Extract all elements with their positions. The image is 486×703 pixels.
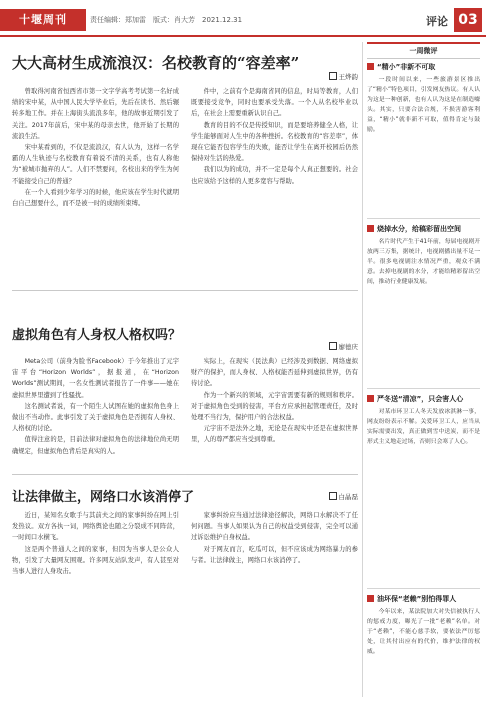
article-body	[12, 86, 358, 209]
review-item	[367, 594, 480, 657]
page-header	[0, 0, 486, 40]
article-column-2	[191, 86, 358, 209]
review-item-title	[367, 62, 480, 72]
sidebar-weekly-review	[367, 42, 480, 702]
paragraph: 件中，之前有个是海南省同的信息，时局等教育，人们既要接受竞争，同时也要承受失落。一个人从名校毕业以后，在社会上需要重新认识自己。	[191, 88, 358, 118]
red-square-icon	[367, 63, 374, 70]
paragraph: 教育的目的不仅是传授知识，而是要培养健全人格，让学生能够面对人生中的各种挫折。名校教育的“容差率”，体现在它能否包容学生的失败，能否让学生在离开校园后仍然保持对生活的热爱。	[191, 121, 358, 163]
paragraph: 曾取得河南省恒西省市第一文字学高考考试第一名好成绩的宋中某，从中国人民大学毕业后，先后在读书、然后辗转多地工作。并在上海街头流浪多年，他的故事近期引发了关注。2017年前后，宋中某的母亲去世，他开始了长期的流浪生活。	[12, 88, 179, 140]
paragraph: 作为一个新兴的领域，元宇宙需要有新的规则和秩序。对于虚拟角色受到的侵害，平台方应承担起管理责任，及时处理不当行为，保护用户的合法权益。	[191, 391, 358, 422]
red-square-icon	[367, 395, 374, 402]
article-separator	[12, 474, 358, 475]
article-title: 大大高材生成流浪汉：名校教育的“容差率”	[12, 54, 300, 72]
paragraph: 实际上，在现实（民法典）已经涉及到数据、网络虚拟财产的保护，而人身权、人格权能否延伸到虚拟世界，仍有待讨论。	[191, 358, 358, 388]
editor-meta: 责任编辑：郑加雷 版式：肖大芳 2021.12.31	[90, 16, 243, 24]
review-item-title	[367, 394, 480, 404]
sidebar-title: 一周微评	[367, 42, 480, 59]
review-item	[367, 224, 480, 287]
paragraph: Meta公司（前身为脸书Facebook）于今年推出了元宇宙平台“Horizon Worlds”，据报道，在“Horizon Worlds”测试期间，一名女性测试者报告了一件事——她在虚拟世界里遭到了性骚扰。	[12, 358, 179, 399]
masthead-logo: 十堰周刊	[0, 9, 86, 31]
review-item-text: 名片时代产生于41年前，每届电视剧开放两三万集，据统计，电视剧播出量不足一半。很多电视剧注水情况严重，观众不满意。去掉电视剧的水分，才能给精彩留出空间，推动行业健康发展。	[367, 239, 480, 286]
paragraph: 对于网友而言，吃瓜可以，但不应该成为网络暴力的参与者。让法律做主，网络口水该消停了。	[191, 545, 358, 564]
article-body	[12, 356, 358, 457]
article-title: 虚拟角色有人身权人格权吗？	[12, 328, 182, 343]
paragraph: 值得注意的是，目前法律对虚拟角色的法律地位尚无明确规定，但虚拟角色背后是真实的人。	[12, 436, 179, 455]
review-item-title-text: “精小”非新不可取	[377, 63, 436, 71]
review-item-title-text: 烧掉水分，给稿彩留出空间	[377, 225, 461, 233]
review-item-title	[367, 594, 480, 604]
sidebar-separator	[367, 588, 480, 589]
byline-square-icon	[329, 342, 337, 350]
review-item-text: 一段时间以来，一些旅游景区推出了“精小”特色项目，引发网友热议。有人认为这是一种创新，也有人认为这是在制造噱头。其实，只要合法合规，不损害游客利益，“精小”就非新不可取，值得肯定与鼓励。	[367, 77, 480, 134]
article-byline	[329, 72, 359, 81]
article-3	[12, 478, 358, 700]
review-item-text: 对某市环卫工人冬天发放冰淇淋一事，网友纷纷表示不解。关爱环卫工人，应当从实际需要出发，真正做到雪中送炭，而不是形式主义地走过场，否则只会寒了人心。	[367, 409, 480, 446]
article-column-1	[12, 510, 179, 577]
section-name: 评论	[426, 15, 448, 28]
article-title: 让法律做主，网络口水该消停了	[12, 490, 195, 505]
review-item-title-text: 油坏保“老赖”别怕得罪人	[377, 595, 457, 603]
sidebar-separator	[367, 218, 480, 219]
paragraph: 元宇宙不是法外之地，无论是在现实中还是在虚拟世界里，人的尊严都应当受到尊重。	[191, 425, 358, 444]
paragraph: 这是两个普通人之间的家事，但因为当事人是公众人物，引发了大量网友围观。许多网友站队发声，有人甚至对当事人进行人身攻击。	[12, 545, 179, 576]
review-item-title-text: 严冬送“清凉”，只会害人心	[377, 395, 464, 403]
article-body	[12, 510, 358, 577]
paragraph: 我们以为的成功，并不一定是每个人真正想要的。社会也应该给予这样的人更多宽容与帮助。	[191, 166, 358, 185]
column-divider	[362, 42, 363, 697]
article-byline	[329, 492, 359, 501]
main-column	[12, 42, 358, 702]
sidebar-separator	[367, 388, 480, 389]
paragraph: 宋中某看到的，不仅是流浪汉，有人认为，这样一名学霸的人生轨迹与名校教育有着说不清的关系，也有人称他为“被城市抛弃的人”。人们不禁要问，名校出来的学生为何不能接受自己的普通？	[12, 144, 179, 185]
paragraph: 这名测试者说，有一个陌生人试图在她的虚拟角色身上做出不当动作。此事引发了关于虚拟角色是否拥有人身权、人格权的讨论。	[12, 402, 179, 433]
article-column-2	[191, 356, 358, 457]
article-column-1	[12, 86, 179, 209]
article-separator	[12, 290, 358, 291]
byline-author: 王烨韵	[338, 73, 358, 81]
byline-author: 廖德庆	[338, 343, 358, 351]
red-square-icon	[367, 225, 374, 232]
review-item-title	[367, 224, 480, 234]
red-square-icon	[367, 595, 374, 602]
review-item-text: 今年以来，某法院加大对失信被执行人的惩戒力度，曝光了一批“老赖”名单。对于“老赖”，不能心慈手软，要依法严厉惩处，让其付出应有的代价，维护法律的权威。	[367, 609, 480, 656]
review-item	[367, 62, 480, 136]
header-rule	[0, 35, 486, 37]
article-1	[12, 42, 358, 292]
article-column-1	[12, 356, 179, 457]
paragraph: 家事纠纷应当通过法律途径解决，网络口水解决不了任何问题。当事人如果认为自己的权益受到侵害，完全可以通过诉讼维护自身权益。	[191, 512, 358, 542]
article-2	[12, 294, 358, 476]
byline-square-icon	[329, 72, 337, 80]
article-column-2	[191, 510, 358, 577]
review-item	[367, 394, 480, 447]
paragraph: 近日，某知名女歌手与其前夫之间的家事纠纷在网上引发热议。双方各执一词，网络舆论也随之分裂成不同阵营，一时间口水横飞。	[12, 512, 179, 542]
byline-square-icon	[329, 492, 337, 500]
byline-author: 白晶磊	[338, 493, 358, 501]
paragraph: 在一个人看到少年学习的时候，他应该在学生时代就明白自己想要什么，而不是被一时的成绩所束缚。	[12, 188, 179, 208]
page-number: 03	[454, 8, 482, 32]
article-byline	[329, 342, 359, 351]
